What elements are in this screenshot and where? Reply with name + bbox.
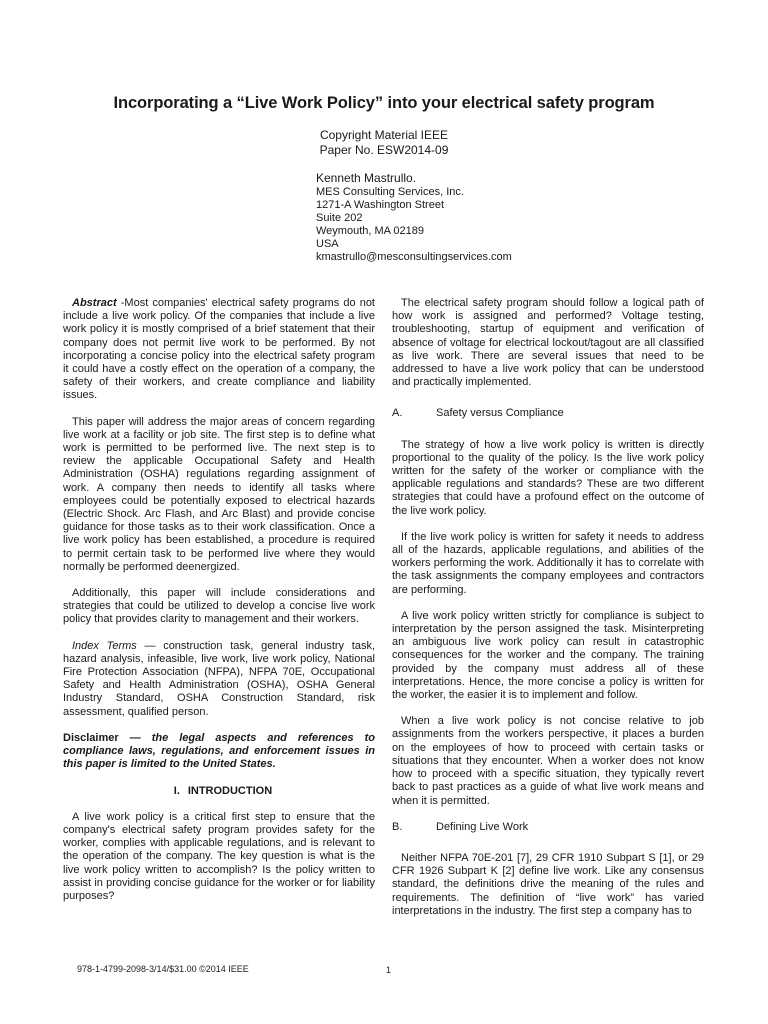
disclaimer-text: — the legal aspects and references to compliance laws, regulations, and enforcement issues in this paper is limited to the United States. bbox=[63, 731, 375, 771]
paper-number: Paper No. ESW2014-09 bbox=[319, 143, 449, 157]
index-terms-text: — construction task, general industry task, hazard analysis, infeasible, live work, live work policy, National Fire Protection Association (NFPA), NFPA 70E, Occupational Safety and Health Administration (OSHA), OSHA General Industry Standard, OSHA Construction Standard, risk assessment, qualified person. bbox=[63, 639, 375, 718]
page-number: 1 bbox=[386, 965, 392, 975]
body-paragraph: The strategy of how a live work policy is written is directly proportional to the quality of the policy. Is the live work policy written for the safety of the worker or compliance with the applicable regulations and standards? These are two different strategies that could have a profound effect on the outcome of the live work policy. bbox=[392, 438, 704, 517]
body-paragraph: When a live work policy is not concise relative to job assignments from the workers perspective, it places a burden on the employees of how to proceed with certain tasks or situations that they encounter. When a worker does not know how to proceed with a specific situation, they typically revert back to past practices as a guide of what live work means and when it is permitted. bbox=[392, 715, 704, 807]
subsection-heading-safety-vs-compliance bbox=[392, 407, 704, 420]
abstract-paragraph bbox=[63, 297, 375, 403]
footer-isbn: 978-1-4799-2098-3/14/$31.00 ©2014 IEEE bbox=[77, 964, 249, 974]
author-block bbox=[316, 172, 512, 264]
subsection-title: Safety versus Compliance bbox=[436, 407, 564, 420]
body-paragraph: A live work policy written strictly for compliance is subject to interpretation by the person assigned the task. Misinterpreting an ambiguous live work policy can result in catastrophic consequences for the worker and the company. The training provided by the company must address all of these interpretations. Hence, the more concise a policy is written for the worker, the easier it is to implement and follow. bbox=[392, 609, 704, 702]
body-paragraph: Neither NFPA 70E-201 [7], 29 CFR 1910 Subpart S [1], or 29 CFR 1926 Subpart K [2] define live work. Like any consensus standard, the definitions drive the meaning of the rules and requirements. The definition of “live work” has varied interpretations in the industry. The first step a company has to bbox=[392, 851, 704, 917]
body-paragraph: If the live work policy is written for safety it needs to address all of the hazards, applicable regulations, and abilities of the workers performing the work. Additionally it has to correlate with the task assignments the company employees and contractors are performing. bbox=[392, 530, 704, 596]
left-column bbox=[63, 297, 375, 916]
author-country: USA bbox=[316, 238, 339, 250]
disclaimer-label: Disclaimer bbox=[63, 731, 119, 744]
subsection-number: B. bbox=[392, 820, 403, 833]
subsection-heading-defining-live-work bbox=[392, 821, 704, 834]
abstract-text: -Most companies' electrical safety programs do not include a live work policy. Of the companies that include a live work policy it is mostly comprised of a brief statement that their company does not permit live work to be performed. By not incorporating a concise policy into the electrical safety program it could have a costly effect on the operation of a company, the safety of their workers, and create compliance and liability issues. bbox=[63, 297, 375, 402]
subsection-number: A. bbox=[392, 407, 403, 420]
index-terms-paragraph bbox=[63, 640, 375, 719]
right-column bbox=[392, 297, 704, 931]
author-name: Kenneth Mastrullo. bbox=[316, 171, 417, 185]
paper-meta bbox=[0, 128, 768, 158]
abstract-label: Abstract bbox=[72, 297, 117, 309]
author-street: 1271-A Washington Street bbox=[316, 199, 445, 211]
author-email: kmastrullo@mesconsultingservices.com bbox=[316, 251, 512, 263]
author-city: Weymouth, MA 02189 bbox=[316, 225, 425, 237]
copyright-line: Copyright Material IEEE bbox=[319, 128, 449, 142]
body-paragraph: This paper will address the major areas of concern regarding live work at a facility or job site. The first step is to define what work is permitted to be performed live. The next step is to review the applicable Occupational Safety and Health Administration (OSHA) regulations regarding assignment of work. A company then needs to identify all tasks where employees could be potentially exposed to electrical hazards (Electric Shock. Arc Flash, and Arc Blast) and provide concise guidance for those tasks as to their work classification. Once a live work policy has been established, a procedure is required to permit certain task to be performed live where they would normally be performed deenergized. bbox=[63, 415, 375, 573]
section-title: INTRODUCTION bbox=[187, 784, 273, 797]
section-number: I. bbox=[173, 784, 180, 797]
body-paragraph: The electrical safety program should follow a logical path of how work is assigned and performed? Voltage testing, troubleshooting, startup of equipment and verification of absence of voltage for electrical lockout/tagout are all classified as live work. There are several issues that need to be addressed to have a live work policy that can be understood and practically implemented. bbox=[392, 297, 704, 389]
author-suite: Suite 202 bbox=[316, 212, 363, 224]
body-paragraph: Additionally, this paper will include considerations and strategies that could be utilized to develop a concise live work policy that provides clarity to management and their workers. bbox=[63, 587, 375, 626]
paper-title: Incorporating a “Live Work Policy” into your electrical safety program bbox=[113, 94, 655, 112]
subsection-title: Defining Live Work bbox=[436, 820, 529, 833]
body-paragraph: A live work policy is a critical first step to ensure that the company's electrical safety program provides safety for the worker, complies with applicable regulations, and is relevant to the operation of the company. The key question is what is the live work policy written to accomplish? Is the policy written to assist in providing concise guidance for the worker or for liability purposes? bbox=[63, 810, 375, 902]
section-heading-introduction bbox=[63, 785, 375, 798]
index-terms-label: Index Terms bbox=[72, 639, 137, 652]
disclaimer-paragraph bbox=[63, 732, 375, 772]
author-org: MES Consulting Services, Inc. bbox=[316, 186, 464, 198]
